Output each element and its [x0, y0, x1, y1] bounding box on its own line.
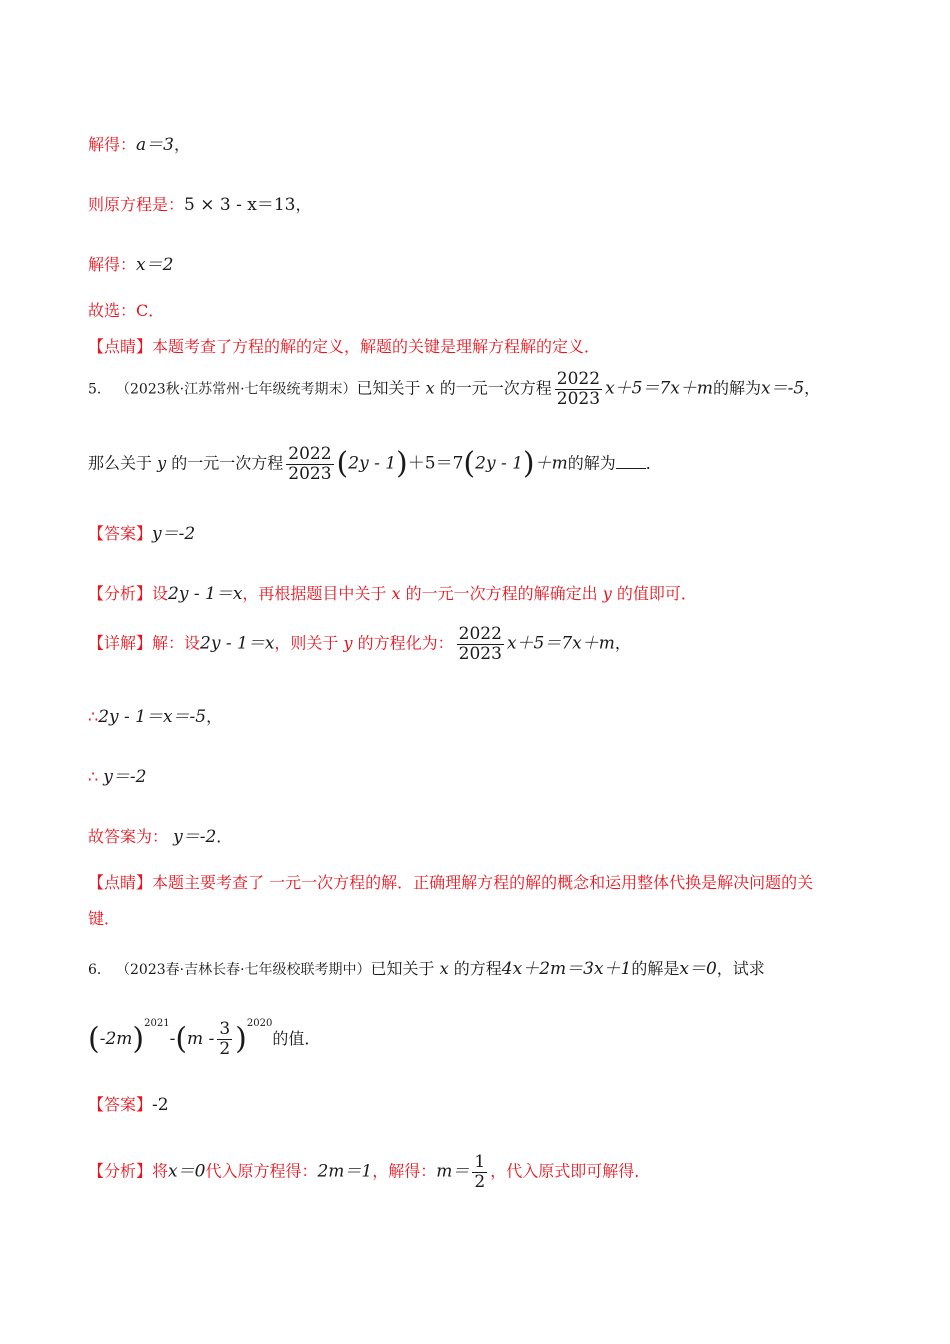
- text: 那么关于: [88, 453, 153, 473]
- expr: ＋5＝7: [407, 453, 464, 474]
- equation: 2y - 1＝x: [168, 584, 243, 604]
- var: x: [425, 378, 435, 398]
- exponent: 2020: [246, 1018, 273, 1029]
- fraction: [286, 445, 333, 483]
- label: 解得：: [88, 135, 137, 154]
- text: ，则关于: [274, 633, 339, 653]
- punct: ，: [173, 135, 190, 154]
- answer-tag: 【答案】: [88, 1095, 153, 1114]
- text: 的值即可．: [616, 584, 697, 603]
- answer-5: [88, 519, 195, 544]
- expr: -2m: [99, 1029, 133, 1049]
- expr: ＋m: [534, 453, 568, 474]
- step-5-2: [88, 762, 146, 787]
- text: 的方程: [453, 959, 502, 978]
- solution: x＝-5: [761, 378, 805, 399]
- text: 将: [152, 1161, 169, 1181]
- denominator: 2: [219, 1039, 231, 1059]
- var: y: [343, 633, 353, 653]
- line-solve-a: [88, 130, 190, 155]
- answer-blank: [616, 454, 646, 469]
- punct: ，: [295, 195, 312, 214]
- answer-tag: 【答案】: [88, 524, 153, 543]
- equation: m＝: [436, 1161, 470, 1182]
- denominator: 2: [474, 1171, 486, 1192]
- equation: y＝-2: [103, 767, 147, 787]
- solution: x＝0: [679, 959, 717, 979]
- operator: -: [169, 1029, 176, 1049]
- punct: ．: [216, 827, 233, 846]
- text: ，试求: [716, 959, 765, 978]
- text: 已知关于: [356, 378, 421, 398]
- denominator: 2023: [556, 388, 601, 409]
- equation: 5 × 3 - x＝13: [184, 195, 296, 215]
- expr: 2y - 1: [348, 453, 397, 474]
- label: 解得：: [88, 255, 137, 274]
- numerator: 1: [474, 1152, 486, 1172]
- answer: y＝-2: [152, 524, 196, 544]
- analysis-5: [88, 579, 697, 604]
- equation: a＝3: [136, 135, 174, 155]
- text: 的一元一次方程: [171, 453, 284, 473]
- line-solve-x: [88, 250, 173, 275]
- expr: m -: [187, 1029, 215, 1049]
- fraction: [457, 625, 504, 663]
- therefore-symbol: ∴: [88, 707, 99, 726]
- question-number: 5．: [88, 381, 111, 398]
- equation: 2y - 1＝x＝-5: [98, 707, 207, 727]
- final-5: [88, 822, 232, 847]
- therefore-symbol: ∴: [88, 767, 99, 786]
- equation: x＋5＝7x＋m: [506, 633, 615, 654]
- text: ，再根据题目中关于: [242, 584, 387, 603]
- var: x: [439, 959, 449, 978]
- equation: 2m＝1: [317, 1161, 373, 1182]
- equation: x＝2: [136, 255, 174, 275]
- comment-5-cont: 键．: [88, 909, 121, 928]
- fraction: [472, 1153, 487, 1191]
- fraction: [217, 1020, 232, 1058]
- question-6-line2: $(-2m)^{2021}-(m$ - $\frac{3}{2}$ )$^{2020}$的值．: [88, 1018, 321, 1059]
- text: 设: [152, 584, 169, 603]
- text: ，代入原式即可解得．: [490, 1161, 651, 1181]
- text: 的一元一次方程: [439, 378, 552, 398]
- question-6-line1: [88, 954, 765, 979]
- answer: -2: [152, 1095, 169, 1115]
- equation: x＝0: [168, 1161, 206, 1182]
- punct: ．: [645, 453, 662, 473]
- step-5-1: [88, 702, 222, 727]
- text: 的方程化为：: [357, 633, 454, 653]
- equation: y＝-2: [173, 827, 217, 847]
- text: 代入原方程得：: [205, 1161, 318, 1181]
- question-number: 6．: [88, 962, 111, 978]
- denominator: 2023: [458, 643, 502, 664]
- punct: ，: [804, 378, 821, 398]
- answer-6: [88, 1092, 169, 1115]
- question-source: （2023秋·江苏常州·七年级统考期末）: [116, 381, 357, 398]
- text: ，解得：: [372, 1161, 437, 1181]
- numerator: 2022: [288, 444, 332, 464]
- question-source: （2023春·吉林长春·七年级校联考期中）: [116, 962, 371, 978]
- equation: 4x＋2m＝3x＋1: [501, 959, 632, 979]
- var: y: [602, 584, 612, 603]
- equation: 2y - 1＝x: [200, 633, 275, 654]
- text: 故答案为：: [88, 827, 169, 846]
- detail-tag: 【详解】: [88, 633, 153, 653]
- comment-5: 【点睛】本题主要考查了 一元一次方程的解．正确理解方程的解的概念和运用整体代换是解决问题的关: [88, 873, 814, 892]
- label: 则原方程是：: [88, 195, 185, 214]
- text: 的解为: [713, 378, 762, 398]
- var: y: [157, 453, 167, 473]
- detail-5: [88, 625, 631, 663]
- line-choice: 故选：C．: [88, 301, 165, 320]
- punct: ，: [206, 707, 223, 726]
- numerator: 3: [219, 1019, 231, 1040]
- text: 的值．: [272, 1029, 321, 1048]
- question-5-line2: 那么关于 y 的一元一次方程 $\frac{2022}{2023}$ (2y - 1)＋5＝7(2y - 1)＋m的解为 ．: [88, 444, 662, 484]
- exponent: 2021: [144, 1018, 170, 1029]
- text: 的解是: [631, 959, 680, 978]
- denominator: 2023: [288, 463, 332, 484]
- question-5-line1: [88, 370, 820, 408]
- analysis-tag: 【分析】: [88, 584, 153, 603]
- var: x: [391, 584, 401, 603]
- text: 解：设: [152, 633, 201, 653]
- numerator: 2022: [556, 369, 601, 389]
- punct: ，: [614, 633, 631, 653]
- text: 的解为: [567, 453, 616, 473]
- expr: 2y - 1: [475, 453, 523, 474]
- fraction: [555, 370, 602, 408]
- numerator: 2022: [458, 624, 502, 644]
- text: 已知关于: [370, 959, 435, 978]
- equation: x＋5＝7x＋m: [605, 378, 713, 399]
- text: 的一元一次方程的解确定出: [405, 584, 598, 603]
- comment-4: 【点睛】本题考查了方程的解的定义，解题的关键是理解方程解的定义．: [88, 337, 601, 356]
- analysis-6: [88, 1153, 650, 1191]
- line-original-equation: [88, 190, 312, 215]
- analysis-tag: 【分析】: [88, 1161, 153, 1181]
